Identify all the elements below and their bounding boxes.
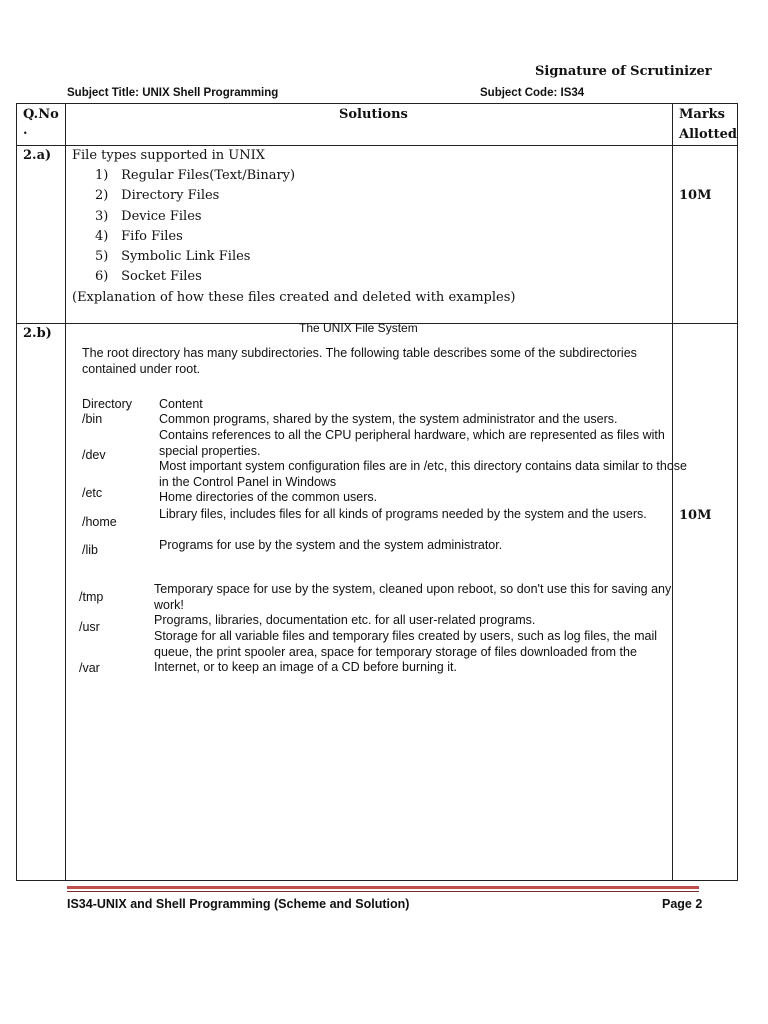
directory-description: Contains references to all the CPU peripheral hardware, which are represented as files with special properties. [159,428,665,458]
list-item: 6) Socket Files [95,269,202,285]
header-solutions: Solutions [339,107,408,122]
list-item: 4) Fifo Files [95,228,183,244]
file-types-list [95,168,295,290]
directory-name: /lib [82,543,98,557]
directory-description: Home directories of the common users. [159,490,378,504]
header-qno-dot: . [23,123,28,138]
header-marks: Marks [679,107,725,122]
page-number: Page 2 [662,897,703,911]
subject-title: Subject Title: UNIX Shell Programming [67,87,279,99]
directory-name: /var [79,661,100,675]
directory-name: /etc [82,486,103,500]
directory-name: /usr [79,620,100,634]
footer-course-title: IS34-UNIX and Shell Programming (Scheme and Solution) [67,897,410,911]
solutions-table [16,103,738,881]
column-header-directory: Directory [82,397,133,411]
figure-title: The UNIX File System [299,321,418,335]
footer-rule [67,891,699,892]
directory-name: /tmp [79,590,104,604]
marks-value: 10M [679,188,712,203]
header-qno: Q.No [23,107,59,122]
column-divider [65,104,66,880]
footer-rule [67,886,699,889]
directory-description: Programs for use by the system and the system administrator. [159,538,503,552]
figure-intro: The root directory has many subdirectories. The following table describes some of the subdirectories contained under root. [82,346,637,376]
question-number: 2.a) [23,148,52,163]
header-allotted: Allotted [679,127,738,142]
list-item: 1) Regular Files(Text/Binary) [95,168,296,183]
directory-description: Temporary space for use by the system, cleaned upon reboot, so don't use this for saving any work! [154,582,672,612]
question-number: 2.b) [23,326,52,341]
list-item: 3) Device Files [95,208,202,224]
list-item: 2) Directory Files [95,188,220,204]
list-item: 5) Symbolic Link Files [95,249,251,265]
marks-value: 10M [679,508,712,523]
directory-description: Common programs, shared by the system, the system administrator and the users. [159,412,618,426]
row-divider [17,145,737,146]
q2a-intro: File types supported in UNIX [72,148,266,163]
directory-description: Most important system configuration files are in /etc, this directory contains data similar to those in the Control Panel in Windows [159,459,688,489]
directory-description: Programs, libraries, documentation etc. for all user-related programs. [154,613,536,627]
directory-description: Library files, includes files for all kinds of programs needed by the system and the users. [159,507,647,521]
directory-name: /home [82,515,117,529]
column-header-content: Content [159,397,203,411]
q2a-explanation: (Explanation of how these files created and deleted with examples) [72,290,516,305]
signature-label: Signature of Scrutinizer [535,64,712,79]
directory-name: /bin [82,412,103,426]
subject-code: Subject Code: IS34 [480,87,585,99]
directory-name: /dev [82,448,106,462]
directory-description: Storage for all variable files and temporary files created by users, such as log files, the mail queue, the print spooler area, space for temporary storage of files downloaded from the Internet, or to keep an image of a CD before burning it. [154,629,658,674]
